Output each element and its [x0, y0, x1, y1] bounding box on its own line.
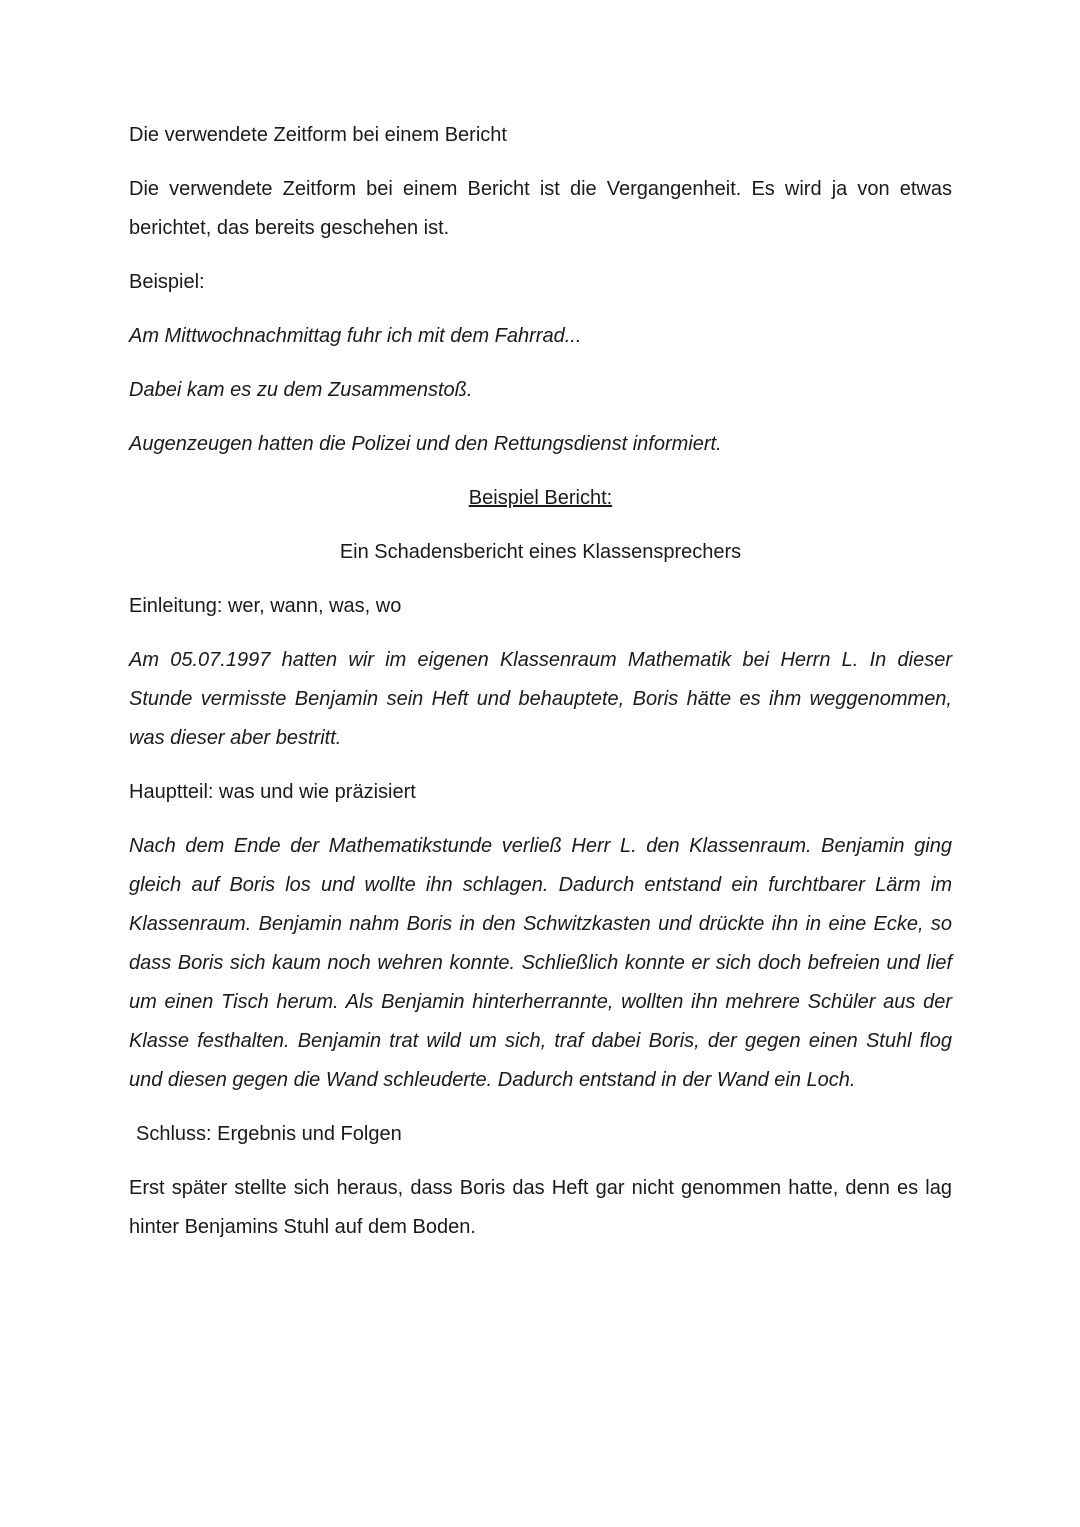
- example-label: Beispiel:: [129, 271, 205, 293]
- schluss-heading: Schluss: Ergebnis und Folgen: [136, 1123, 402, 1145]
- schluss-paragraph: Erst später stellte sich heraus, dass Boris das Heft gar nicht genommen hatte, denn es lag hinter Benjamins Stuhl auf dem Boden.: [129, 1177, 952, 1238]
- zeitform-paragraph: Die verwendete Zeitform bei einem Bericht ist die Vergangenheit. Es wird ja von etwas berichtet, das bereits geschehen ist.: [129, 178, 952, 239]
- beispiel-bericht-title-text: Beispiel Bericht:: [468, 487, 613, 509]
- hauptteil-heading: Hauptteil: was und wie präzisiert: [129, 781, 416, 803]
- example-line-2: Dabei kam es zu dem Zusammenstoß.: [129, 379, 473, 401]
- hauptteil-paragraph: Nach dem Ende der Mathematikstunde verließ Herr L. den Klassenraum. Benjamin ging gleich auf Boris los und wollte ihn schlagen. Dadurch entstand ein furchtbarer Lärm im Klassenraum. Benjamin nahm Boris in den Schwitzkasten und drückte ihn in eine Ecke, so dass Boris sich kaum noch wehren konnte. Schließlich konnte er sich doch befreien und lief um einen Tisch herum. Als Benjamin hinterherrannte, wollten ihn mehrere Schüler aus der Klasse festhalten. Benjamin trat wild um sich, traf dabei Boris, der gegen einen Stuhl flog und diesen gegen die Wand schleuderte. Dadurch entstand in der Wand ein Loch.: [129, 835, 952, 1091]
- einleitung-paragraph: Am 05.07.1997 hatten wir im eigenen Klassenraum Mathematik bei Herrn L. In dieser Stunde vermisste Benjamin sein Heft und behauptete, Boris hätte es ihm weggenommen, was dieser aber bestritt.: [129, 649, 952, 749]
- zeitform-section-heading: Die verwendete Zeitform bei einem Bericht: [129, 124, 507, 146]
- beispiel-bericht-title: [129, 479, 952, 518]
- einleitung-heading: Einleitung: wer, wann, was, wo: [129, 595, 402, 617]
- example-line-3: Augenzeugen hatten die Polizei und den Rettungsdienst informiert.: [129, 433, 722, 455]
- beispiel-bericht-subtitle: Ein Schadensbericht eines Klassensprechers: [339, 541, 742, 563]
- example-line-1: Am Mittwochnachmittag fuhr ich mit dem Fahrrad...: [129, 325, 582, 347]
